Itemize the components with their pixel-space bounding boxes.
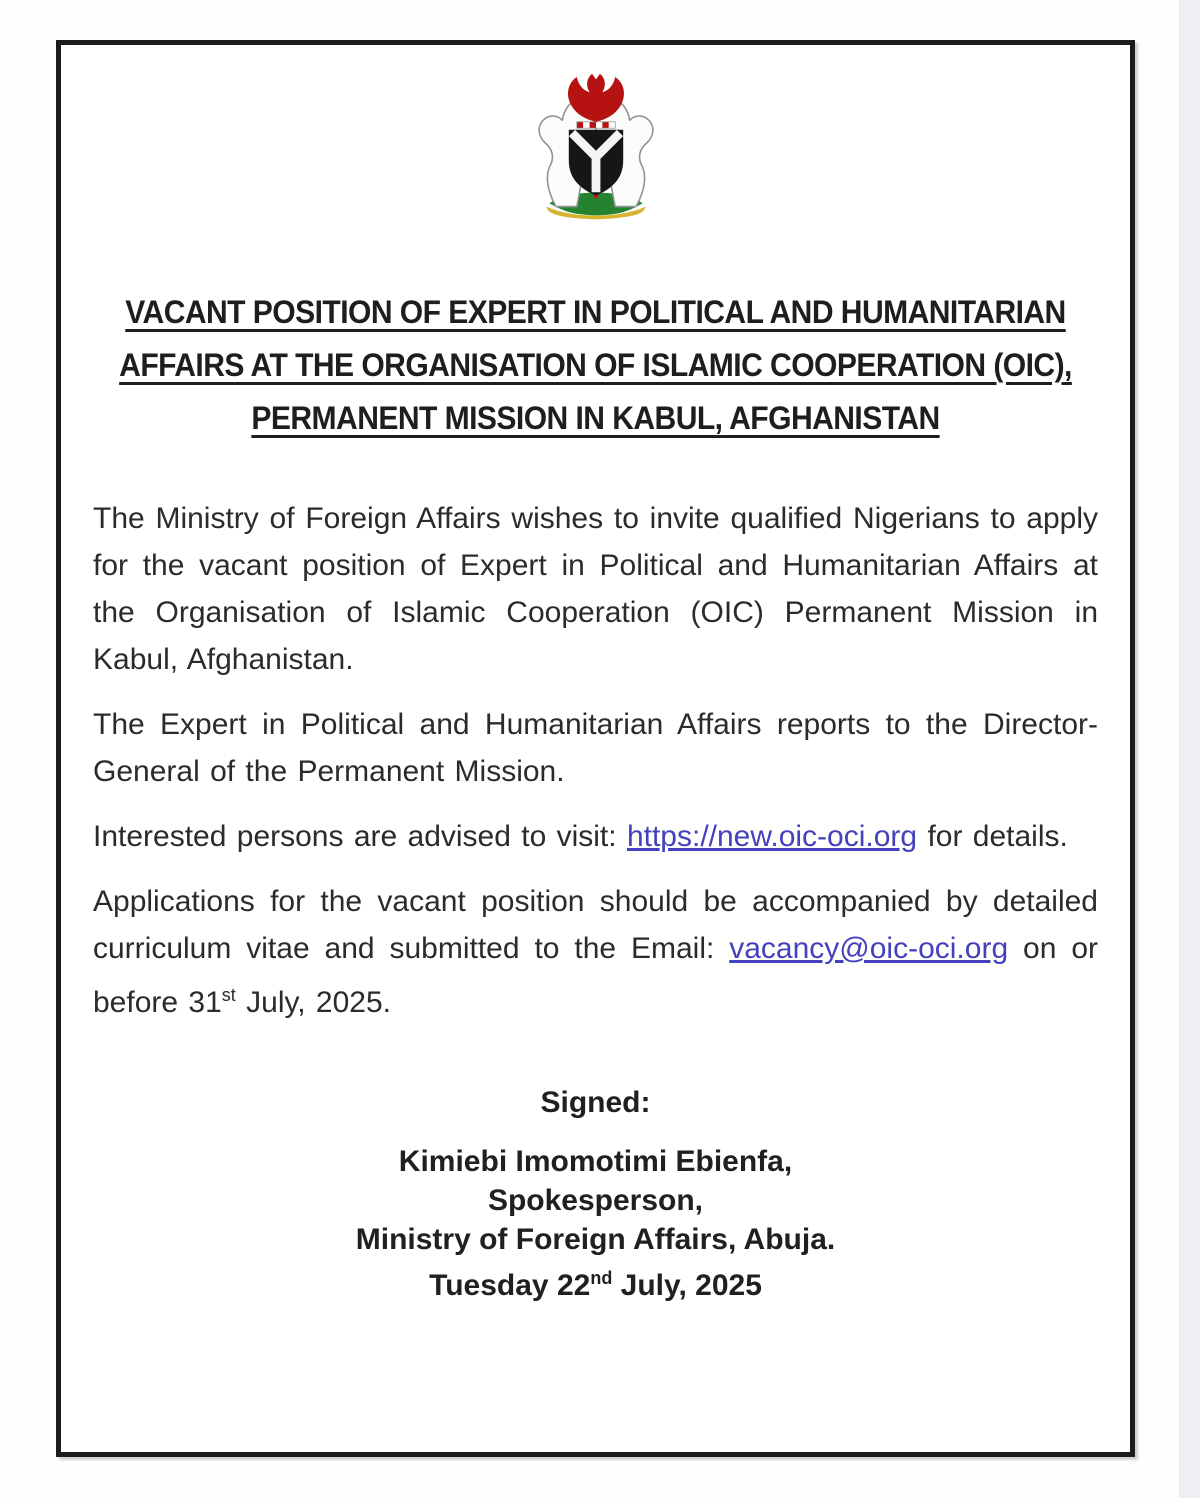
signature-block (61, 1142, 1130, 1305)
application-text-mid: on or before 31 (93, 932, 1098, 1019)
vacancy-email-link[interactable]: vacancy@oic-oci.org (729, 932, 1009, 965)
date-ordinal-st: st (221, 985, 236, 1005)
date-suffix: July, 2025 (612, 1269, 762, 1302)
paragraph-reporting-line: The Expert in Political and Humanitarian Affairs reports to the Director-General of the Permanent Mission. (93, 708, 1098, 788)
paragraph-application (93, 878, 1098, 1026)
title-line-2: AFFAIRS AT THE ORGANISATION OF ISLAMIC COOPERATION (OIC), (119, 347, 1072, 383)
document-page (56, 40, 1135, 1457)
paragraph-website (93, 813, 1098, 860)
signature-date (61, 1259, 1130, 1305)
website-text-before: Interested persons are advised to visit: (93, 820, 627, 853)
application-text-after: July, 2025. (235, 986, 391, 1019)
signatory-role: Spokesperson, (487, 1184, 704, 1217)
document-body (61, 495, 1130, 1026)
signatory-org: Ministry of Foreign Affairs, Abuja. (355, 1223, 836, 1256)
paragraph-invitation: The Ministry of Foreign Affairs wishes to invite qualified Nigerians to apply for the vacant position of Expert in Political and Humanitarian Affairs at the Organisation of Islamic Cooperation (OIC) Permanent Mission in Kabul, Afghanistan. (93, 502, 1098, 676)
title-line-1: VACANT POSITION OF EXPERT IN POLITICAL AND HUMANITARIAN (125, 294, 1066, 330)
photo-edge-strip (1179, 0, 1200, 1498)
signed-label: Signed: (540, 1086, 651, 1119)
website-text-after: for details. (917, 820, 1068, 853)
title-line-3: PERMANENT MISSION IN KABUL, AFGHANISTAN (251, 400, 940, 436)
date-ordinal-nd: nd (590, 1268, 613, 1288)
oic-website-link[interactable]: https://new.oic-oci.org (626, 820, 918, 853)
nigeria-coat-of-arms-icon (500, 69, 692, 229)
document-header (61, 45, 1130, 234)
application-text-before: Applications for the vacant position should be accompanied by detailed curriculum vitae and submitted to the Email: (93, 885, 1098, 965)
date-prefix: Tuesday 22 (429, 1269, 591, 1302)
document-title (87, 286, 1104, 445)
signatory-name: Kimiebi Imomotimi Ebienfa, (398, 1145, 793, 1178)
